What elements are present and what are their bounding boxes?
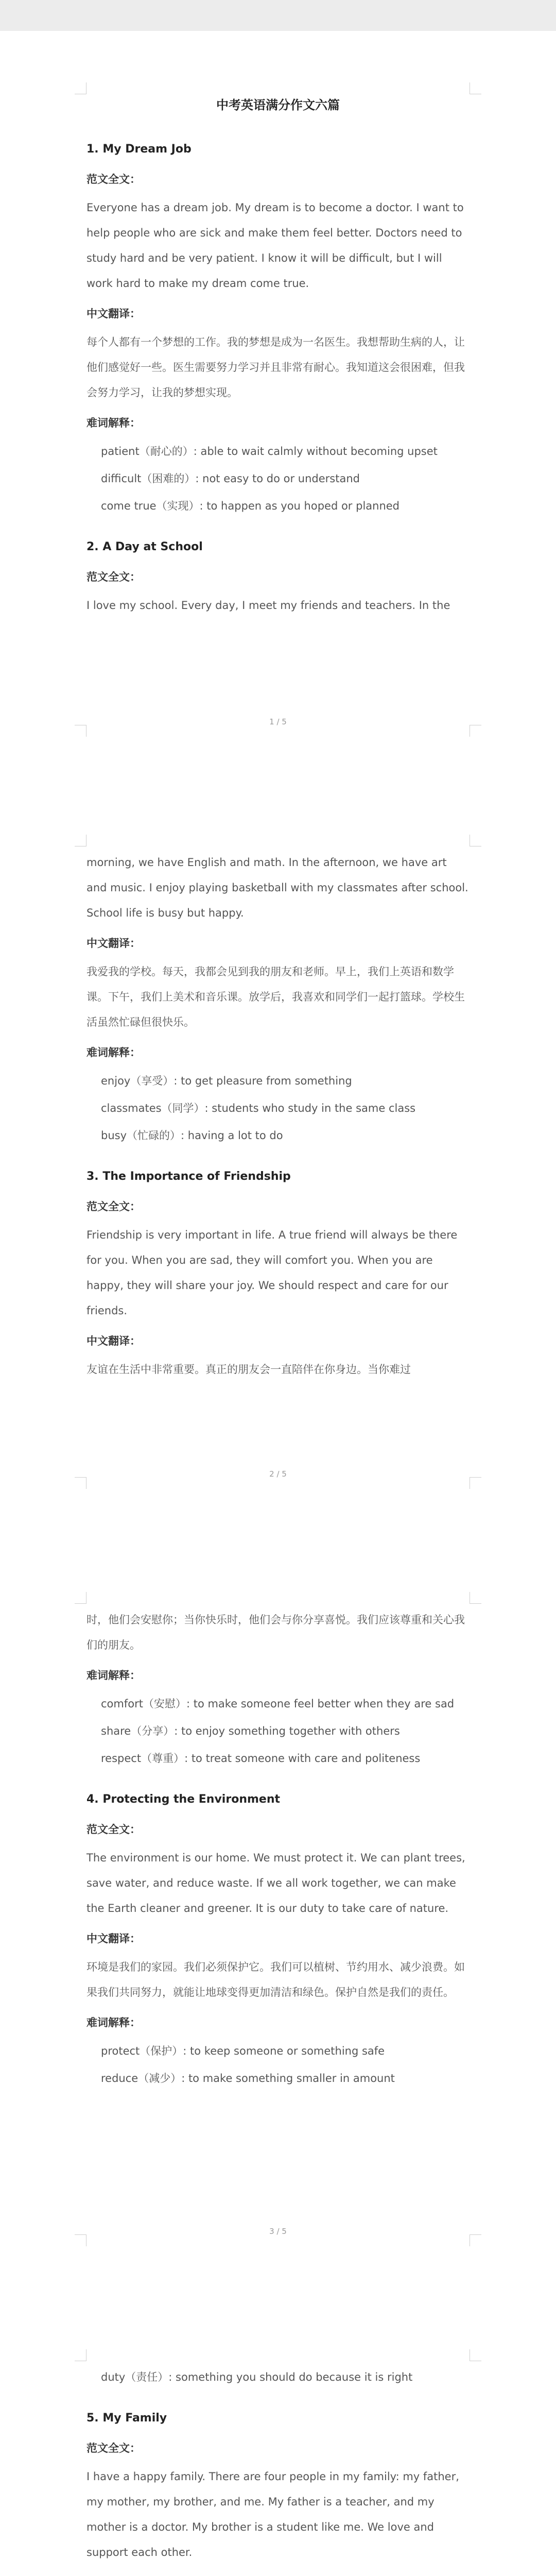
page-number: 1 / 5 (269, 717, 287, 726)
translation-text: 时，他们会安慰你；当你快乐时，他们会与你分享喜悦。我们应该尊重和关心我们的朋友。 (86, 1614, 465, 1651)
vocab-item: share（分享）: to enjoy something together with others (101, 1725, 400, 1737)
section-title: 2. A Day at School (86, 540, 203, 553)
document-page-4 (0, 2298, 556, 2576)
vocab-item: difficult（困难的）: not easy to do or understand (101, 472, 360, 485)
essay-text: Friendship is very important in life. A true friend will always be there for you. When you are sad, they will comfort you. When you are happy, they will share your joy. We should respect and care for our friends. (86, 1229, 458, 1317)
crop-mark (470, 835, 481, 846)
translation-label: 中文翻译： (86, 308, 141, 320)
translation-label: 中文翻译： (86, 937, 141, 950)
crop-mark (470, 1592, 481, 1604)
essay-label: 范文全文： (86, 571, 141, 583)
crop-mark (75, 2349, 86, 2361)
crop-mark (75, 82, 86, 94)
section-title: 3. The Importance of Friendship (86, 1170, 291, 1183)
essay-text: The environment is our home. We must protect it. We can plant trees, save water, and reduce waste. If we all work together, we can make the Earth cleaner and greener. It is our duty to take care of nature. (86, 1852, 465, 1914)
crop-mark (75, 835, 86, 846)
page-number: 2 / 5 (269, 1469, 287, 1479)
vocab-item: protect（保护）: to keep someone or something safe (101, 2045, 385, 2057)
essay-text: I love my school. Every day, I meet my friends and teachers. In the (86, 599, 450, 612)
vocab-item: come true（实现）: to happen as you hoped or planned (101, 500, 400, 512)
crop-mark (470, 1477, 481, 1489)
vocab-item: comfort（安慰）: to make someone feel better when they are sad (101, 1698, 455, 1710)
essay-label: 范文全文： (86, 1200, 141, 1213)
translation-label: 中文翻译： (86, 1933, 141, 1945)
document-page-3 (0, 1540, 556, 2298)
crop-mark (470, 725, 481, 737)
crop-mark (75, 2234, 86, 2246)
vocab-label: 难词解释： (86, 417, 141, 429)
vocab-item: reduce（减少）: to make something smaller in amount (101, 2072, 395, 2084)
section-title: 4. Protecting the Environment (86, 1793, 280, 1806)
section-title: 1. My Dream Job (86, 143, 192, 156)
document-page-1 (0, 31, 556, 788)
translation-text: 每个人都有一个梦想的工作。我的梦想是成为一名医生。我想帮助生病的人，让他们感觉好一些。医生需要努力学习并且非常有耐心。我知道这会很困难，但我会努力学习，让我的梦想实现。 (86, 336, 465, 399)
page-number: 3 / 5 (269, 2227, 287, 2236)
vocab-item: enjoy（享受）: to get pleasure from something (101, 1075, 352, 1087)
crop-mark (470, 2234, 481, 2246)
section-title: 5. My Family (86, 2412, 167, 2425)
crop-mark (75, 725, 86, 737)
translation-text: 环境是我们的家园。我们必须保护它。我们可以植树、节约用水、减少浪费。如果我们共同努力，就能让地球变得更加清洁和绿色。保护自然是我们的责任。 (86, 1961, 465, 1998)
translation-label: 中文翻译： (86, 1335, 141, 1347)
vocab-item: classmates（同学）: students who study in the same class (101, 1102, 416, 1114)
essay-label: 范文全文： (86, 173, 141, 185)
document-page-2 (0, 783, 556, 1540)
translation-label (86, 2570, 470, 2576)
essay-label: 范文全文： (86, 1823, 141, 1836)
essay-label: 范文全文： (86, 2442, 141, 2454)
vocab-label: 难词解释： (86, 2016, 141, 2029)
document-title: 中考英语满分作文六篇 (216, 98, 340, 112)
crop-mark (470, 82, 481, 94)
translation-text: 友谊在生活中非常重要。真正的朋友会一直陪伴在你身边。当你难过 (86, 1363, 411, 1376)
crop-mark (75, 1477, 86, 1489)
translation-text: 我爱我的学校。每天，我都会见到我的朋友和老师。早上，我们上英语和数学课。下午，我们上美术和音乐课。放学后，我喜欢和同学们一起打篮球。学校生活虽然忙碌但很快乐。 (86, 965, 465, 1028)
crop-mark (75, 1592, 86, 1604)
vocab-item: busy（忙碌的）: having a lot to do (101, 1129, 283, 1142)
vocab-item: patient（耐心的）: able to wait calmly without becoming upset (101, 445, 438, 457)
vocab-item: duty（责任）: something you should do because it is right (101, 2371, 413, 2383)
essay-text: I have a happy family. There are four people in my family: my father, my mother, my brother, and me. My father is a teacher, and my mother is a doctor. My brother is a student like me. We love and support each other. (86, 2470, 459, 2558)
vocab-label: 难词解释： (86, 1669, 141, 1682)
essay-text: morning, we have English and math. In the afternoon, we have art and music. I enjoy playing basketball with my classmates after school. School life is busy but happy. (86, 856, 468, 919)
vocab-item: respect（尊重）: to treat someone with care and politeness (101, 1752, 421, 1765)
essay-text: Everyone has a dream job. My dream is to become a doctor. I want to help people who are sick and make them feel better. Doctors need to study hard and be very patient. I know it will be difficult, but I will work hard to make my dream come true. (86, 201, 464, 290)
crop-mark (470, 2349, 481, 2361)
vocab-label: 难词解释： (86, 1046, 141, 1059)
